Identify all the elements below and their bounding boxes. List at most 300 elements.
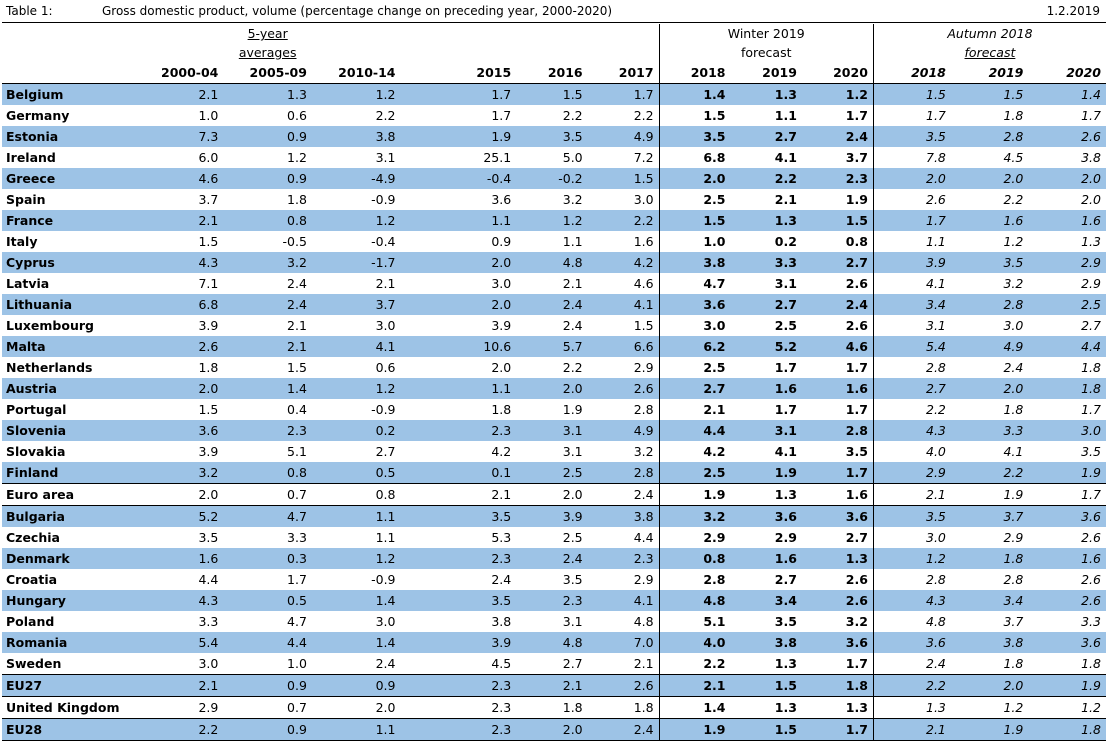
actual-value: 1.9 <box>445 126 516 147</box>
actual-value: -0.2 <box>516 168 587 189</box>
country-name: Belgium <box>2 84 135 106</box>
actual-value: 4.6 <box>633 276 654 291</box>
actual-value: 2.1 <box>375 276 396 291</box>
actual-value: 4.8 <box>516 632 587 653</box>
actual-value: 3.1 <box>562 444 583 459</box>
winter-forecast-value: 4.0 <box>659 632 730 653</box>
actual-value: 2.7 <box>375 444 396 459</box>
country-name: Poland <box>6 614 55 629</box>
winter-forecast-value: 4.1 <box>774 150 797 165</box>
actual-value: 25.1 <box>483 150 512 165</box>
gap-cell <box>401 506 445 528</box>
country-name: Denmark <box>2 548 135 569</box>
actual-value: 3.9 <box>198 444 219 459</box>
actual-value: 2.0 <box>312 697 401 719</box>
actual-value: 3.1 <box>516 420 587 441</box>
winter-forecast-value: 3.1 <box>731 420 802 441</box>
actual-value: 3.2 <box>135 462 224 484</box>
gap-cell <box>401 147 445 168</box>
country-name: Malta <box>2 336 135 357</box>
winter-forecast-value: 2.6 <box>845 276 868 291</box>
column-header: 2015 <box>445 63 516 84</box>
actual-value: 1.2 <box>516 210 587 231</box>
winter-forecast-value: 2.2 <box>659 653 730 675</box>
autumn-forecast-value: 4.5 <box>1003 150 1024 165</box>
header-gap-cell <box>401 63 445 84</box>
actual-value: 1.8 <box>198 360 219 375</box>
actual-value: 10.6 <box>445 336 516 357</box>
autumn-forecast-value: 1.7 <box>873 210 950 231</box>
column-header: 2017 <box>588 63 659 84</box>
actual-value: 4.1 <box>588 294 659 315</box>
winter-forecast-value: 1.6 <box>731 548 802 569</box>
actual-value: 0.7 <box>223 484 312 506</box>
actual-value: 2.2 <box>588 210 659 231</box>
actual-value: 5.1 <box>287 444 307 459</box>
table-row <box>2 611 1106 632</box>
winter-forecast-value: 2.4 <box>802 126 873 147</box>
autumn-forecast-value: 4.4 <box>1028 336 1106 357</box>
column-header: 2010-14 <box>312 63 401 84</box>
autumn-header-line2: forecast <box>873 43 1106 63</box>
autumn-forecast-value: 3.7 <box>1003 614 1024 629</box>
autumn-forecast-value: 3.8 <box>1081 150 1101 165</box>
autumn-forecast-value: 2.2 <box>873 675 950 697</box>
actual-value: 1.1 <box>312 506 401 528</box>
winter-forecast-value: 2.1 <box>659 675 730 697</box>
autumn-forecast-value: 1.9 <box>951 719 1028 741</box>
actual-value: 3.1 <box>562 614 583 629</box>
autumn-forecast-value: 3.0 <box>873 527 950 548</box>
actual-value: 4.8 <box>633 614 654 629</box>
autumn-forecast-value: 2.1 <box>873 484 950 506</box>
winter-forecast-value: 1.6 <box>731 378 802 399</box>
actual-value: 2.3 <box>445 420 516 441</box>
actual-value: 1.5 <box>633 318 654 333</box>
winter-forecast-value: 1.9 <box>845 192 868 207</box>
actual-value: 0.1 <box>445 462 516 484</box>
actual-value: 1.2 <box>312 84 401 106</box>
winter-forecast-value: 1.2 <box>802 84 873 106</box>
actual-value: 3.5 <box>516 126 587 147</box>
autumn-forecast-value: 4.3 <box>873 590 950 611</box>
winter-forecast-value: 2.3 <box>802 168 873 189</box>
autumn-forecast-value: 4.8 <box>873 611 950 632</box>
actual-value: 2.0 <box>135 484 224 506</box>
winter-forecast-value: 1.7 <box>774 402 797 417</box>
actual-value: 3.9 <box>516 506 587 528</box>
table-title: Gross domestic product, volume (percentage change on preceding year, 2000-2020) <box>102 4 613 18</box>
autumn-forecast-value: 3.0 <box>1003 318 1024 333</box>
actual-value: 0.4 <box>287 402 307 417</box>
gdp-table <box>2 24 1106 741</box>
autumn-forecast-value: 1.3 <box>873 697 950 719</box>
actual-value: 4.4 <box>223 632 312 653</box>
autumn-forecast-value: 3.8 <box>951 632 1028 653</box>
actual-value: 5.2 <box>135 506 224 528</box>
actual-value: 3.8 <box>312 126 401 147</box>
actual-value: 1.1 <box>562 234 583 249</box>
actual-value: 2.2 <box>135 719 224 741</box>
actual-value: 4.3 <box>135 252 224 273</box>
autumn-forecast-value: 1.8 <box>1003 402 1024 417</box>
actual-value: 0.5 <box>312 462 401 484</box>
column-header: 2019 <box>951 63 1028 84</box>
actual-value: 3.8 <box>491 614 512 629</box>
winter-forecast-value: 2.6 <box>845 318 868 333</box>
gap-cell <box>401 84 445 106</box>
actual-value: 1.5 <box>516 84 587 106</box>
winter-forecast-value: 2.5 <box>774 318 797 333</box>
autumn-forecast-value: 2.0 <box>1028 168 1106 189</box>
actual-value: 2.8 <box>633 402 654 417</box>
winter-forecast-value: 5.1 <box>659 611 730 632</box>
actual-value: 3.6 <box>135 420 224 441</box>
autumn-forecast-value: 4.1 <box>873 273 950 294</box>
actual-value: 1.3 <box>223 84 312 106</box>
autumn-forecast-value: 1.7 <box>1028 484 1106 506</box>
autumn-forecast-value: 3.5 <box>1081 444 1101 459</box>
column-header: 2018 <box>873 63 950 84</box>
autumn-forecast-value: 2.8 <box>951 126 1028 147</box>
actual-value: 2.2 <box>375 108 396 123</box>
autumn-forecast-value: 2.9 <box>1028 252 1106 273</box>
table-label: Table 1: <box>6 4 53 18</box>
country-name: Italy <box>6 234 38 249</box>
table-caption <box>2 0 1106 23</box>
autumn-forecast-value: 3.2 <box>1003 276 1024 291</box>
actual-value: 0.9 <box>223 675 312 697</box>
table-row <box>2 84 1106 106</box>
winter-forecast-value: 1.5 <box>731 675 802 697</box>
autumn-forecast-value: 4.9 <box>951 336 1028 357</box>
actual-value: 0.9 <box>223 719 312 741</box>
table-row <box>2 378 1106 399</box>
country-name: Luxembourg <box>6 318 94 333</box>
winter-forecast-value: 1.7 <box>802 462 873 484</box>
autumn-forecast-value: 2.2 <box>1003 192 1024 207</box>
autumn-forecast-value: 7.8 <box>873 147 950 168</box>
winter-forecast-value: 0.2 <box>774 234 797 249</box>
autumn-forecast-value: 2.9 <box>1003 530 1024 545</box>
gap-cell <box>401 548 445 569</box>
actual-value: 1.7 <box>287 572 307 587</box>
actual-value: 2.0 <box>445 294 516 315</box>
autumn-forecast-value: 1.2 <box>951 697 1028 719</box>
autumn-forecast-value: 1.5 <box>873 84 950 106</box>
winter-forecast-value: 6.2 <box>659 336 730 357</box>
winter-forecast-value: 1.3 <box>802 548 873 569</box>
winter-forecast-value: 2.1 <box>659 399 730 420</box>
actual-value: 2.1 <box>135 84 224 106</box>
gap-cell <box>401 611 445 632</box>
autumn-forecast-value: 2.4 <box>873 653 950 675</box>
actual-value: 2.4 <box>287 276 307 291</box>
actual-value: 4.2 <box>588 252 659 273</box>
winter-forecast-value: 1.7 <box>845 360 868 375</box>
autumn-forecast-value: 2.9 <box>1081 276 1101 291</box>
autumn-forecast-value: 2.8 <box>873 569 950 590</box>
autumn-forecast-value: 1.4 <box>1028 84 1106 106</box>
actual-value: -0.4 <box>445 168 516 189</box>
autumn-forecast-value: 1.8 <box>1028 378 1106 399</box>
table-row <box>2 252 1106 273</box>
actual-value: 1.2 <box>312 548 401 569</box>
winter-forecast-value: 2.8 <box>659 569 730 590</box>
actual-value: 2.4 <box>588 484 659 506</box>
autumn-forecast-value: 2.2 <box>873 399 950 420</box>
actual-value: -0.9 <box>371 572 396 587</box>
actual-value: 2.9 <box>633 360 654 375</box>
country-name: Slovenia <box>2 420 135 441</box>
winter-forecast-value: 3.7 <box>845 150 868 165</box>
autumn-forecast-value: 1.8 <box>1081 360 1101 375</box>
actual-value: 2.6 <box>588 675 659 697</box>
table-date: 1.2.2019 <box>1046 4 1100 18</box>
winter-forecast-value: 3.6 <box>802 506 873 528</box>
winter-forecast-value: 3.8 <box>731 632 802 653</box>
gap-cell <box>401 399 445 420</box>
actual-value: 2.3 <box>445 719 516 741</box>
country-name: Slovakia <box>6 444 66 459</box>
actual-value: 3.1 <box>375 150 396 165</box>
country-name: Germany <box>6 108 70 123</box>
country-name: Ireland <box>6 150 56 165</box>
actual-value: 2.6 <box>588 378 659 399</box>
winter-forecast-value: 6.8 <box>659 147 730 168</box>
actual-value: 2.1 <box>135 210 224 231</box>
actual-value: 2.2 <box>562 360 583 375</box>
autumn-forecast-value: 1.8 <box>1081 656 1101 671</box>
autumn-forecast-value: 2.0 <box>951 675 1028 697</box>
actual-value: 2.3 <box>588 548 659 569</box>
winter-forecast-value: 2.9 <box>659 527 730 548</box>
autumn-forecast-value: 3.5 <box>951 252 1028 273</box>
winter-forecast-value: 2.7 <box>845 530 868 545</box>
actual-value: 1.5 <box>588 168 659 189</box>
actual-value: 2.6 <box>135 336 224 357</box>
autumn-forecast-value: 5.4 <box>873 336 950 357</box>
autumn-forecast-value: 2.7 <box>873 378 950 399</box>
actual-value: 2.4 <box>516 548 587 569</box>
table-row <box>2 484 1106 506</box>
gap-cell <box>401 231 445 252</box>
autumn-forecast-value: 1.6 <box>1028 210 1106 231</box>
actual-value: 2.3 <box>445 548 516 569</box>
actual-value: 2.4 <box>562 318 583 333</box>
actual-value: 1.4 <box>312 632 401 653</box>
actual-value: 3.8 <box>588 506 659 528</box>
column-header: 2018 <box>659 63 730 84</box>
actual-value: 1.8 <box>287 192 307 207</box>
winter-forecast-value: 2.5 <box>659 462 730 484</box>
actual-value: 2.4 <box>588 719 659 741</box>
actual-value: 3.0 <box>198 656 219 671</box>
autumn-forecast-value: 1.6 <box>951 210 1028 231</box>
gap-cell <box>401 441 445 462</box>
country-name: EU28 <box>2 719 135 741</box>
winter-forecast-value: 1.9 <box>731 462 802 484</box>
actual-value: 3.5 <box>445 506 516 528</box>
autumn-forecast-value: 3.7 <box>951 506 1028 528</box>
country-name: Latvia <box>6 276 50 291</box>
actual-value: 2.1 <box>562 276 583 291</box>
actual-value: 1.1 <box>375 530 396 545</box>
column-header: 2005-09 <box>223 63 312 84</box>
actual-value: 2.5 <box>562 530 583 545</box>
autumn-forecast-value: 3.6 <box>1028 506 1106 528</box>
autumn-forecast-value: 2.0 <box>1081 192 1101 207</box>
winter-forecast-value: 1.3 <box>731 484 802 506</box>
table-row <box>2 420 1106 441</box>
actual-value: 2.0 <box>135 378 224 399</box>
actual-value: 1.7 <box>588 84 659 106</box>
actual-value: 2.4 <box>516 294 587 315</box>
autumn-forecast-value: 4.3 <box>873 420 950 441</box>
actual-value: 3.7 <box>312 294 401 315</box>
country-name: Croatia <box>6 572 58 587</box>
winter-forecast-value: 3.2 <box>845 614 868 629</box>
winter-forecast-value: 1.7 <box>774 360 797 375</box>
autumn-forecast-value: 1.8 <box>951 548 1028 569</box>
actual-value: 3.9 <box>445 632 516 653</box>
winter-forecast-value: 4.7 <box>659 273 730 294</box>
autumn-forecast-value: 3.3 <box>951 420 1028 441</box>
winter-forecast-value: 1.5 <box>802 210 873 231</box>
actual-value: 7.1 <box>198 276 219 291</box>
actual-value: 3.0 <box>633 192 654 207</box>
actual-value: 7.0 <box>588 632 659 653</box>
table-row <box>2 147 1106 168</box>
autumn-forecast-value: 4.1 <box>1003 444 1024 459</box>
autumn-forecast-value: 2.9 <box>873 462 950 484</box>
column-header: 2020 <box>1028 63 1106 84</box>
country-name: Hungary <box>2 590 135 611</box>
winter-forecast-value: 1.5 <box>659 210 730 231</box>
actual-value: 3.2 <box>633 444 654 459</box>
gap-cell <box>401 590 445 611</box>
gap-cell <box>401 569 445 590</box>
actual-value: 5.0 <box>562 150 583 165</box>
autumn-forecast-value: 2.6 <box>1028 126 1106 147</box>
winter-forecast-value: 3.3 <box>731 252 802 273</box>
country-name: United Kingdom <box>2 697 135 719</box>
actual-value: 3.5 <box>198 530 219 545</box>
actual-value: 0.2 <box>312 420 401 441</box>
actual-value: 1.8 <box>516 697 587 719</box>
gap-cell <box>401 273 445 294</box>
actual-value: 2.4 <box>223 294 312 315</box>
actual-value: 1.1 <box>445 210 516 231</box>
column-header: 2016 <box>516 63 587 84</box>
country-name: Sweden <box>6 656 62 671</box>
autumn-forecast-value: 2.8 <box>1003 572 1024 587</box>
actual-value: 3.9 <box>198 318 219 333</box>
winter-forecast-value: 2.8 <box>802 420 873 441</box>
autumn-forecast-value: 2.6 <box>1081 530 1101 545</box>
actual-value: 2.7 <box>562 656 583 671</box>
actual-value: 1.5 <box>287 360 307 375</box>
winter-forecast-value: 4.8 <box>659 590 730 611</box>
actual-value: 0.6 <box>287 108 307 123</box>
autumn-forecast-value: 1.3 <box>1081 234 1101 249</box>
actual-value: 1.2 <box>312 378 401 399</box>
actual-value: 2.0 <box>516 719 587 741</box>
actual-value: 3.0 <box>375 318 396 333</box>
autumn-forecast-value: 1.1 <box>873 231 950 252</box>
autumn-forecast-value: 4.0 <box>873 441 950 462</box>
winter-forecast-value: 1.0 <box>659 231 730 252</box>
actual-value: 2.1 <box>516 675 587 697</box>
actual-value: 1.1 <box>445 378 516 399</box>
actual-value: 1.2 <box>312 210 401 231</box>
winter-forecast-value: 1.4 <box>659 84 730 106</box>
actual-value: 3.3 <box>198 614 219 629</box>
actual-value: 1.7 <box>491 108 512 123</box>
actual-value: 0.8 <box>312 484 401 506</box>
actual-value: 4.4 <box>198 572 219 587</box>
actual-value: 2.1 <box>633 656 654 671</box>
actual-value: 0.9 <box>223 168 312 189</box>
gap-cell <box>401 420 445 441</box>
autumn-forecast-value: 1.9 <box>1028 675 1106 697</box>
table-row <box>2 675 1106 697</box>
winter-forecast-value: 3.5 <box>659 126 730 147</box>
autumn-forecast-value: 3.9 <box>873 252 950 273</box>
actual-value: -0.9 <box>371 402 396 417</box>
winter-forecast-value: 4.4 <box>659 420 730 441</box>
gap-cell <box>401 527 445 548</box>
table-row <box>2 548 1106 569</box>
actual-value: 3.9 <box>491 318 512 333</box>
actual-value: 6.8 <box>135 294 224 315</box>
table-row <box>2 441 1106 462</box>
autumn-forecast-value: 1.9 <box>951 484 1028 506</box>
actual-value: 5.4 <box>135 632 224 653</box>
autumn-forecast-value: 1.6 <box>1028 548 1106 569</box>
gap-cell <box>401 697 445 719</box>
header-country-cell <box>2 63 135 84</box>
winter-forecast-value: 1.5 <box>731 719 802 741</box>
winter-forecast-value: 1.3 <box>731 84 802 106</box>
autumn-forecast-value: 2.6 <box>1028 590 1106 611</box>
winter-forecast-value: 2.6 <box>845 572 868 587</box>
actual-value: 2.9 <box>633 572 654 587</box>
actual-value: 1.6 <box>633 234 654 249</box>
winter-forecast-value: 2.7 <box>802 252 873 273</box>
autumn-forecast-value: 3.1 <box>873 315 950 336</box>
actual-value: 2.4 <box>491 572 512 587</box>
country-name: Greece <box>2 168 135 189</box>
actual-value: 2.4 <box>375 656 396 671</box>
winter-forecast-value: 2.7 <box>659 378 730 399</box>
autumn-forecast-value: 1.5 <box>951 84 1028 106</box>
actual-value: 1.0 <box>287 656 307 671</box>
actual-value: 2.1 <box>135 675 224 697</box>
actual-value: 2.3 <box>223 420 312 441</box>
actual-value: 3.2 <box>223 252 312 273</box>
actual-value: 2.3 <box>516 590 587 611</box>
autumn-forecast-value: 3.5 <box>873 126 950 147</box>
actual-value: 0.9 <box>223 126 312 147</box>
actual-value: -1.7 <box>312 252 401 273</box>
winter-forecast-value: 1.3 <box>731 697 802 719</box>
gap-cell <box>401 126 445 147</box>
winter-forecast-value: 3.0 <box>659 315 730 336</box>
winter-forecast-value: 3.4 <box>731 590 802 611</box>
actual-value: 2.8 <box>588 462 659 484</box>
winter-forecast-value: 2.7 <box>774 572 797 587</box>
